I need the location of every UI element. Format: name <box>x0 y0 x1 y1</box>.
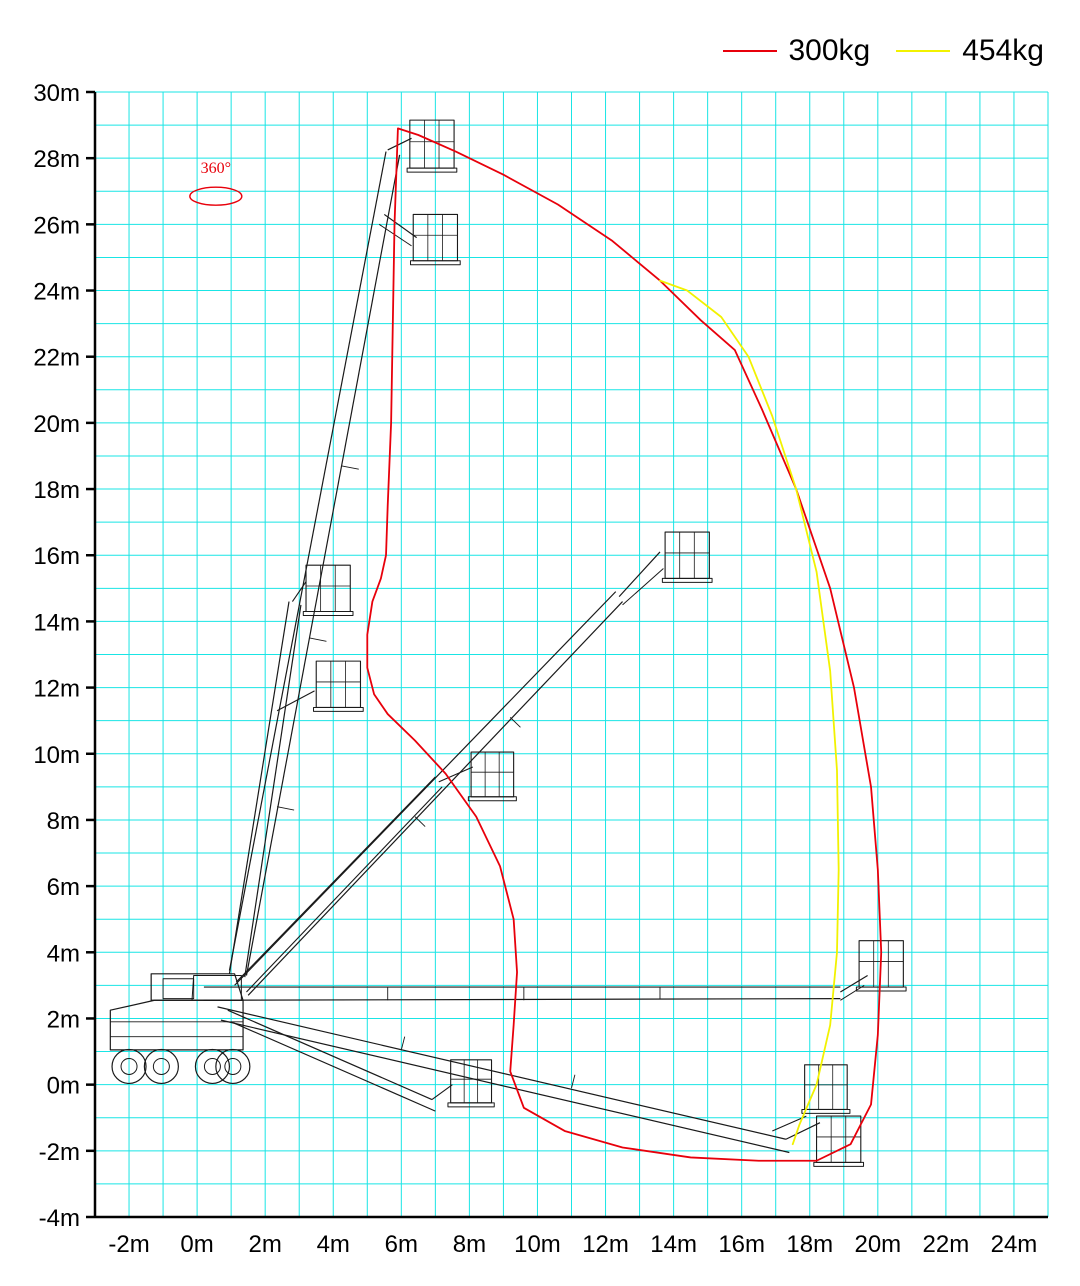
legend-item-454kg[interactable] <box>896 36 1044 66</box>
y-tick-label: 0m <box>46 1072 80 1100</box>
basket-floor <box>856 987 906 991</box>
basket-floor <box>303 611 353 615</box>
y-tick-label: -2m <box>38 1138 80 1166</box>
x-tick-label: 24m <box>990 1231 1038 1258</box>
boom-section-joint <box>342 466 359 469</box>
y-tick-label: 22m <box>33 344 80 372</box>
y-tick-label: -4m <box>38 1205 80 1232</box>
x-tick-label: 14m <box>650 1231 697 1258</box>
wheel-hub-2 <box>204 1058 220 1074</box>
basket-floor <box>814 1162 864 1166</box>
y-tick-label: 2m <box>46 1006 80 1034</box>
boom-midright-top <box>235 592 616 986</box>
y-tick-label: 26m <box>33 212 80 240</box>
legend-item-300kg[interactable] <box>723 36 871 66</box>
wheel-3 <box>216 1049 250 1083</box>
boom-section-joint <box>309 638 326 641</box>
annotation-layer <box>190 160 242 205</box>
basket-top <box>410 120 454 168</box>
x-tick-label: 20m <box>854 1231 902 1258</box>
jib-arm-folded <box>384 214 416 237</box>
x-tick-label: 16m <box>718 1231 766 1258</box>
basket-below-grade-right <box>817 1116 861 1162</box>
x-tick-label: 6m <box>384 1231 418 1258</box>
jib-arm <box>786 1123 820 1140</box>
tower-boom-left-edge <box>229 152 386 971</box>
y-tick-label: 14m <box>33 609 80 637</box>
basket-floor <box>314 707 364 711</box>
y-tick-label: 10m <box>33 741 80 769</box>
x-tick-label: 4m <box>316 1231 350 1258</box>
machine-illustration-layer <box>110 120 906 1166</box>
y-tick-label: 20m <box>33 410 80 438</box>
y-tick-label: 24m <box>33 278 80 306</box>
y-tick-label: 12m <box>33 675 80 703</box>
envelope-layer <box>367 128 881 1160</box>
chart-legend <box>723 36 1045 66</box>
x-tick-label: -2m <box>108 1231 150 1258</box>
legend-label-454kg: 454kg <box>962 34 1044 67</box>
y-tick-label: 4m <box>46 940 80 968</box>
basket-floor <box>662 578 712 582</box>
x-tick-label: 10m <box>514 1231 561 1258</box>
boom-section-joint <box>415 817 425 827</box>
envelope-curve-300kg <box>367 128 881 1160</box>
basket-floor <box>468 797 516 801</box>
y-tick-label: 28m <box>33 146 80 174</box>
envelope-curve-454kg <box>660 281 839 1145</box>
boom-steep-left <box>229 602 289 974</box>
rotation-label: 360° <box>200 160 232 178</box>
x-tick-label: 8m <box>452 1231 487 1258</box>
x-tick-label: 2m <box>248 1231 282 1258</box>
wheel-hub-1 <box>153 1058 169 1074</box>
boom-downright-top <box>218 1007 786 1139</box>
wheel-hub-3 <box>225 1058 241 1074</box>
basket-left-12m <box>316 661 360 707</box>
basket-floor <box>407 168 457 172</box>
y-tick-label: 30m <box>33 80 80 107</box>
boom-section-joint <box>277 807 294 810</box>
boom-section-joint <box>510 717 520 727</box>
wheel-2 <box>195 1049 229 1083</box>
basket-low-right <box>471 752 514 797</box>
x-tick-label: 0m <box>180 1231 214 1258</box>
basket-floor <box>802 1109 850 1113</box>
x-tick-label: 18m <box>786 1231 834 1258</box>
rotation-ellipse <box>190 187 242 205</box>
y-tick-label: 16m <box>33 543 80 571</box>
wheel-1 <box>144 1049 178 1083</box>
boom-lowright-top <box>236 777 435 982</box>
legend-swatch-454kg <box>896 50 950 52</box>
legend-swatch-300kg <box>723 50 777 52</box>
x-tick-label: 22m <box>922 1231 970 1258</box>
basket-below-grade-right-2 <box>805 1065 848 1110</box>
legend-label-300kg: 300kg <box>788 34 871 67</box>
turret-panel <box>163 979 194 999</box>
boom-downright-bottom <box>221 1020 789 1152</box>
y-tick-label: 6m <box>46 874 80 902</box>
basket-floor <box>448 1103 494 1107</box>
boom-section-joint <box>572 1075 575 1088</box>
jib-arm <box>840 975 867 992</box>
y-tick-label: 18m <box>33 477 80 505</box>
engine-cover <box>192 975 241 1000</box>
jib-arm <box>388 138 412 150</box>
y-tick-label: 8m <box>46 807 80 835</box>
boom-section-joint <box>401 1037 404 1050</box>
x-tick-label: 12m <box>582 1231 629 1258</box>
boom-steep-right <box>245 605 301 977</box>
